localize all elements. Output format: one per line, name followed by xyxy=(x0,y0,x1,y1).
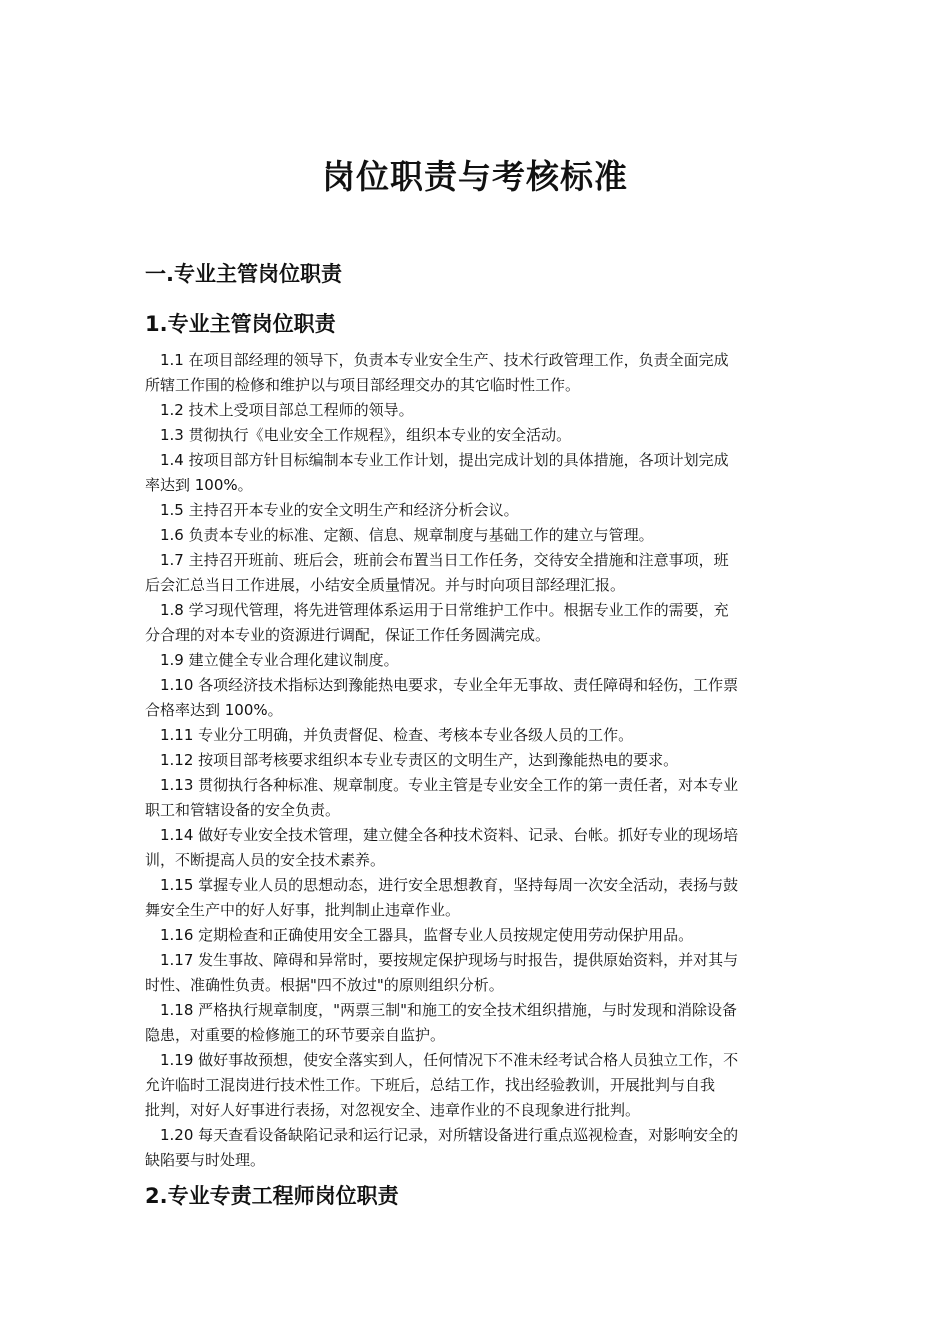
duty-item xyxy=(160,748,808,773)
duty-item xyxy=(145,823,808,873)
duty-item-continuation: 分合理的对本专业的资源进行调配，保证工作任务圆满完成。 xyxy=(145,626,551,644)
duty-item-continuation: 隐患，对重要的检修施工的环节要亲自监护。 xyxy=(145,1026,446,1044)
duty-item-text: 1.9 建立健全专业合理化建议制度。 xyxy=(160,651,399,669)
duty-item-text: 1.14 做好专业安全技术管理，建立健全各种技术资料、记录、台帐。抓好专业的现场培 xyxy=(160,826,739,844)
document-title: 岗位职责与考核标准 xyxy=(322,157,628,196)
duty-item-continuation: 允许临时工混岗进行技术性工作。下班后，总结工作，找出经验教训，开展批判与自我 xyxy=(145,1076,716,1094)
duty-item-text: 1.18 严格执行规章制度，"两票三制"和施工的安全技术组织措施，与时发现和消除设备 xyxy=(160,1001,737,1019)
duty-item-text: 1.13 贯彻执行各种标准、规章制度。专业主管是专业安全工作的第一责任者，对本专业 xyxy=(160,776,739,794)
duty-item-text: 1.7 主持召开班前、班后会，班前会布置当日工作任务，交待安全措施和注意事项，班 xyxy=(160,551,729,569)
duty-item-continuation: 职工和管辖设备的安全负责。 xyxy=(145,801,341,819)
duty-item-text: 1.2 技术上受项目部总工程师的领导。 xyxy=(160,401,414,419)
subsection-heading-1: 1.专业主管岗位职责 xyxy=(145,312,336,336)
duty-item-continuation: 后会汇总当日工作进展，小结安全质量情况。并与时向项目部经理汇报。 xyxy=(145,576,626,594)
duty-item xyxy=(145,1048,808,1123)
duty-item xyxy=(145,348,808,398)
duty-item xyxy=(145,948,808,998)
duty-item-text: 1.8 学习现代管理，将先进管理体系运用于日常维护工作中。根据专业工作的需要，充 xyxy=(160,601,729,619)
section-heading: 一.专业主管岗位职责 xyxy=(145,262,342,286)
duty-item-text: 1.3 贯彻执行《电业安全工作规程》，组织本专业的安全活动。 xyxy=(160,426,572,444)
duty-item-continuation: 率达到 100%。 xyxy=(145,476,253,494)
duty-item-text: 1.5 主持召开本专业的安全文明生产和经济分析会议。 xyxy=(160,501,519,519)
duty-item xyxy=(160,923,808,948)
duty-item-continuation: 缺陷要与时处理。 xyxy=(145,1151,266,1169)
duty-item-continuation: 批判，对好人好事进行表扬，对忽视安全、违章作业的不良现象进行批判。 xyxy=(145,1101,641,1119)
duty-item-text: 1.12 按项目部考核要求组织本专业专责区的文明生产，达到豫能热电的要求。 xyxy=(160,751,679,769)
duty-item xyxy=(145,448,808,498)
duty-item-text: 1.1 在项目部经理的领导下，负责本专业安全生产、技术行政管理工作，负责全面完成 xyxy=(160,351,729,369)
duty-item xyxy=(160,398,808,423)
duty-item-continuation: 舞安全生产中的好人好事，批判制止违章作业。 xyxy=(145,901,461,919)
duty-item-text: 1.17 发生事故、障碍和异常时，要按规定保护现场与时报告，提供原始资料，并对其与 xyxy=(160,951,739,969)
duty-item-text: 1.15 掌握专业人员的思想动态，进行安全思想教育，坚持每周一次安全活动，表扬与鼓 xyxy=(160,876,739,894)
duty-item-continuation: 训，不断提高人员的安全技术素养。 xyxy=(145,851,386,869)
duty-item xyxy=(145,773,808,823)
duty-item-text: 1.19 做好事故预想，使安全落实到人，任何情况下不准未经考试合格人员独立工作，不 xyxy=(160,1051,739,1069)
duty-item xyxy=(160,723,808,748)
duty-item-text: 1.16 定期检查和正确使用安全工器具，监督专业人员按规定使用劳动保护用品。 xyxy=(160,926,694,944)
duty-item-continuation: 合格率达到 100%。 xyxy=(145,701,283,719)
duty-item xyxy=(160,523,808,548)
duty-item xyxy=(145,548,808,598)
duty-item xyxy=(160,423,808,448)
duty-item xyxy=(145,1123,808,1173)
duty-item xyxy=(160,648,808,673)
duty-item-list xyxy=(145,348,808,1173)
duty-item xyxy=(145,998,808,1048)
duty-item-text: 1.11 专业分工明确，并负责督促、检查、考核本专业各级人员的工作。 xyxy=(160,726,634,744)
subsection-heading-2: 2.专业专责工程师岗位职责 xyxy=(145,1184,399,1208)
duty-item-continuation: 所辖工作围的检修和维护以与项目部经理交办的其它临时性工作。 xyxy=(145,376,581,394)
duty-item xyxy=(145,673,808,723)
duty-item xyxy=(145,598,808,648)
duty-item-continuation: 时性、准确性负责。根据"四不放过"的原则组织分析。 xyxy=(145,976,504,994)
duty-item xyxy=(160,498,808,523)
duty-item-text: 1.10 各项经济技术指标达到豫能热电要求，专业全年无事故、责任障碍和轻伤，工作票 xyxy=(160,676,739,694)
duty-item-text: 1.4 按项目部方针目标编制本专业工作计划，提出完成计划的具体措施，各项计划完成 xyxy=(160,451,729,469)
duty-item-text: 1.6 负责本专业的标准、定额、信息、规章制度与基础工作的建立与管理。 xyxy=(160,526,654,544)
duty-item-text: 1.20 每天查看设备缺陷记录和运行记录，对所辖设备进行重点巡视检查，对影响安全的 xyxy=(160,1126,739,1144)
duty-item xyxy=(145,873,808,923)
